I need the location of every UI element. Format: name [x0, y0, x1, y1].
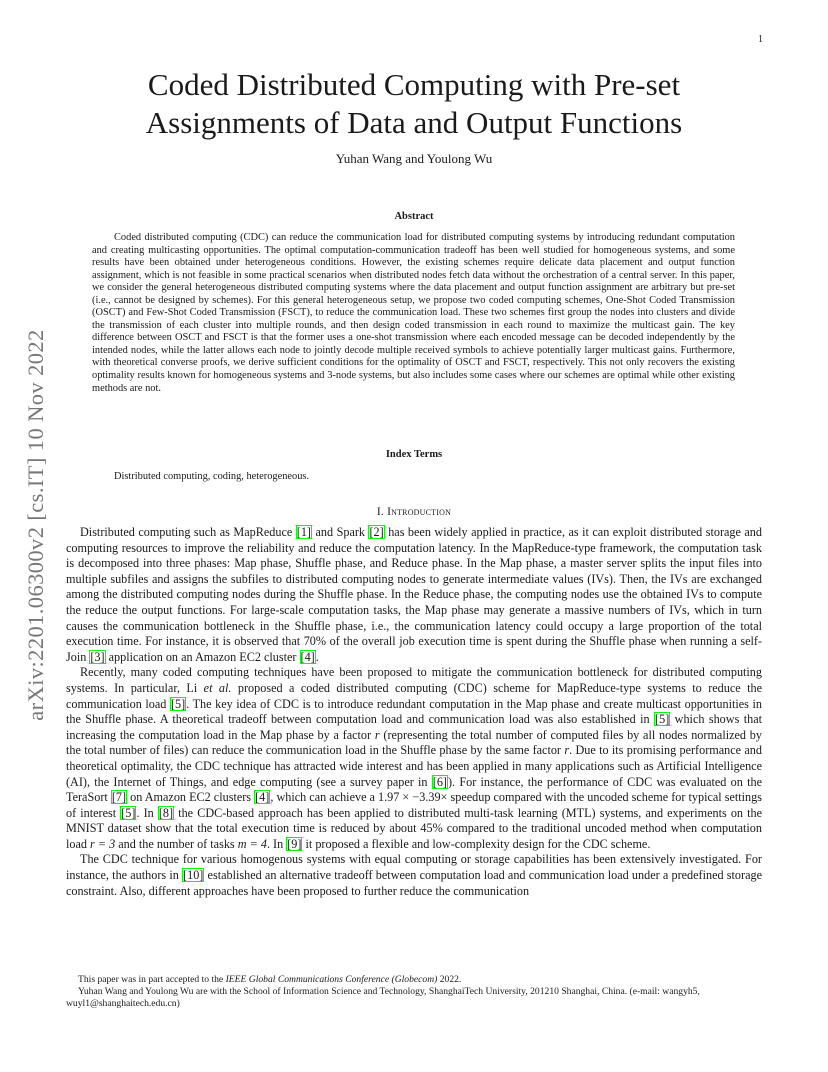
index-terms-heading: Index Terms	[385, 449, 443, 460]
authors: Yuhan Wang and Youlong Wu	[335, 151, 493, 166]
text-run: and Spark	[312, 525, 369, 539]
math-variable: r	[374, 727, 380, 742]
page-number: 1	[758, 34, 763, 45]
text-run: The CDC technique for various homogenous systems with equal computing or storage capabilities has been extensively investigated. For instance, the authors in	[66, 852, 762, 883]
intro-paragraph-2	[66, 665, 762, 852]
math-expression: r = 3	[90, 836, 116, 851]
citation-link-6[interactable]: [6]	[432, 774, 447, 789]
citation-link-5[interactable]: [5]	[170, 696, 186, 711]
introduction-body	[66, 525, 762, 899]
text-run: Distributed computing such as MapReduce	[80, 525, 296, 539]
text-run: ). For instance, the performance of CDC was evaluated on the TeraSort	[66, 774, 762, 805]
text-run: established an alternative tradeoff between computation load and communication load under a predefined storage constraint. Also, different approaches have been proposed to further reduce the communication	[66, 868, 762, 898]
citation-link-7[interactable]: [7]	[111, 790, 127, 805]
text-run: has been widely applied in practice, as it can exploit distributed storage and computing resources to improve the reliability and reduce the computation latency. In the MapReduce-type framework, the computation task is decomposed into three phases: Map phase, Shuffle phase, and Reduce phase. In the Map phase, a master server splits the input files into multiple subfiles and assigns the subfiles to distributed computing nodes to generate intermediate values (IVs). Then, the IVs are exchanged among the distributed computing nodes during the Shuffle phase. In the Reduce phase, the computing nodes use the obtained IVs to compute the reduce the output functions. For large-scale computation tasks, the Map phase may generate a massive numbers of IVs, which in turn causes the communication bottleneck in the Shuffle phase, i.e., the communication latency could occupy a large proportion of the total execution time. For instance, it is observed that 70% of the overall job execution time is spent during the Shuffle phase when running a self-Join	[66, 525, 762, 664]
section-heading-introduction	[66, 506, 762, 518]
text-run: 2022.	[437, 974, 462, 985]
text-run: it proposed a flexible and low-complexity design for the CDC scheme.	[302, 836, 651, 851]
citation-link-5c[interactable]: [5]	[121, 805, 136, 820]
citation-link-8[interactable]: [8]	[158, 805, 174, 820]
text-run: which shows that increasing the computation load in the Map phase by a factor	[66, 712, 762, 742]
text-run: Recently, many coded computing techniques have been proposed to mitigate the communication bottleneck for distributed computing systems. In particular, Li	[66, 665, 762, 695]
citation-link-9[interactable]: [9]	[287, 836, 302, 851]
footnote-affiliation: Yuhan Wang and Youlong Wu are with the School of Information Science and Technology, ShanghaiTech University, 201210 Shanghai, China. (e-mail: wangyh5, wuyl1@shanghaitech.edu.cn)	[66, 986, 700, 1010]
text-run: . Due to its promising performance and theoretical optimality, the CDC technique has attracted wide interest and has been applied in many applications such as Artificial Intelligence (AI), the Internet of Things, and edge computing (see a survey paper in	[66, 743, 762, 789]
citation-link-3[interactable]: [3]	[90, 649, 105, 664]
section-number: I.	[376, 506, 388, 518]
intro-paragraph-3	[66, 852, 762, 899]
text-run: . In	[136, 805, 158, 820]
intro-paragraph-1	[66, 525, 762, 665]
text-run: and the number of tasks	[115, 836, 238, 851]
title-line-1: Coded Distributed Computing with Pre-set	[147, 67, 681, 102]
math-variable: r	[564, 743, 570, 758]
citation-link-4[interactable]: [4]	[300, 649, 315, 664]
footnotes	[66, 974, 762, 1011]
citation-link-1[interactable]: [1]	[296, 525, 311, 539]
text-run: application on an Amazon EC2 cluster	[105, 649, 300, 664]
paper-title	[66, 66, 762, 142]
math-expression: m = 4	[237, 836, 267, 851]
citation-link-10[interactable]: [10]	[183, 868, 204, 883]
arxiv-identifier	[16, 290, 56, 760]
abstract-heading: Abstract	[394, 211, 434, 222]
citation-link-5b[interactable]: [5]	[655, 712, 670, 727]
text-run-italic: et al.	[203, 680, 232, 695]
abstract-text: Coded distributed computing (CDC) can reduce the communication load for distributed computing systems by introducing redundant computation and creating multicasting opportunities. The optimal computation-communication tradeoff has been well studied for homogeneous systems, and some results have been obtained under heterogeneous conditions. However, the existing schemes require delicate data placement and output function assignment, which is not feasible in some practical scenarios when distributed nodes fetch data without the orchestration of a central server. In this paper, we consider the general heterogeneous distributed computing systems where the data placement and output function assignment are arbitrary but pre-set (i.e., cannot be designed by schemes). For this general heterogeneous setup, we propose two coded computing schemes, One-Shot Coded Transmission (OSCT) and Few-Shot Coded Transmission (FSCT), to reduce the communication load. These two schemes first group the nodes into clusters and divide the transmission of each cluster into multiple rounds, and then design coded transmission in each round to maximize the multicast gain. The key difference between OSCT and FSCT is that the former uses a one-shot transmission where each encoded message can be decoded independently by the intended nodes, while the latter allows each node to jointly decode multiple received symbols to achieve potentially larger multicast gains. Furthermore, with theoretical converse proofs, we derive sufficient conditions for the optimality of OSCT and FSCT, respectively. This not only recovers the existing optimality results known for homogeneous systems and 3-node systems, but also includes some cases where our schemes are optimal while other existing methods are not.	[92, 232, 735, 394]
text-run: This paper was in part accepted to the	[78, 974, 226, 985]
text-run: , which can achieve a 1.97 × −3.39× speedup compared with the uncoded scheme for typical settings of interest	[66, 790, 762, 820]
title-line-2: Assignments of Data and Output Functions	[145, 105, 683, 140]
index-terms: Distributed computing, coding, heterogeneous.	[114, 471, 310, 482]
footnote-conference	[66, 974, 762, 986]
text-run: . In	[266, 836, 287, 851]
text-run: the CDC-based approach has been applied to distributed multi-task learning (MTL) systems, and experiments on the MNIST dataset show that the total execution time is reduced by about 45% compared to the traditional uncoded method when computation load	[66, 805, 762, 851]
text-run: . The key idea of CDC is to introduce redundant computation in the Map phase and create multicast opportunities in the Shuffle phase. A theoretical tradeoff between computation load and communication load was also established in	[66, 696, 762, 727]
citation-link-2[interactable]: [2]	[369, 525, 384, 539]
arxiv-identifier-text: arXiv:2201.06300v2 [cs.IT] 10 Nov 2022	[23, 329, 48, 721]
text-run: proposed a coded distributed computing (CDC) scheme for MapReduce-type systems to reduce the communication load	[66, 680, 763, 711]
text-run: on Amazon EC2 clusters	[127, 790, 255, 805]
section-title: Introduction	[387, 506, 452, 518]
text-run: (representing the total number of computed files by all nodes normalized by the total number of files) can reduce the communication load in the Shuffle phase by the same factor	[66, 727, 762, 758]
conference-name: IEEE Global Communications Conference (Globecom)	[225, 974, 438, 985]
citation-link-4b[interactable]: [4]	[255, 790, 270, 805]
text-run: .	[315, 649, 319, 664]
